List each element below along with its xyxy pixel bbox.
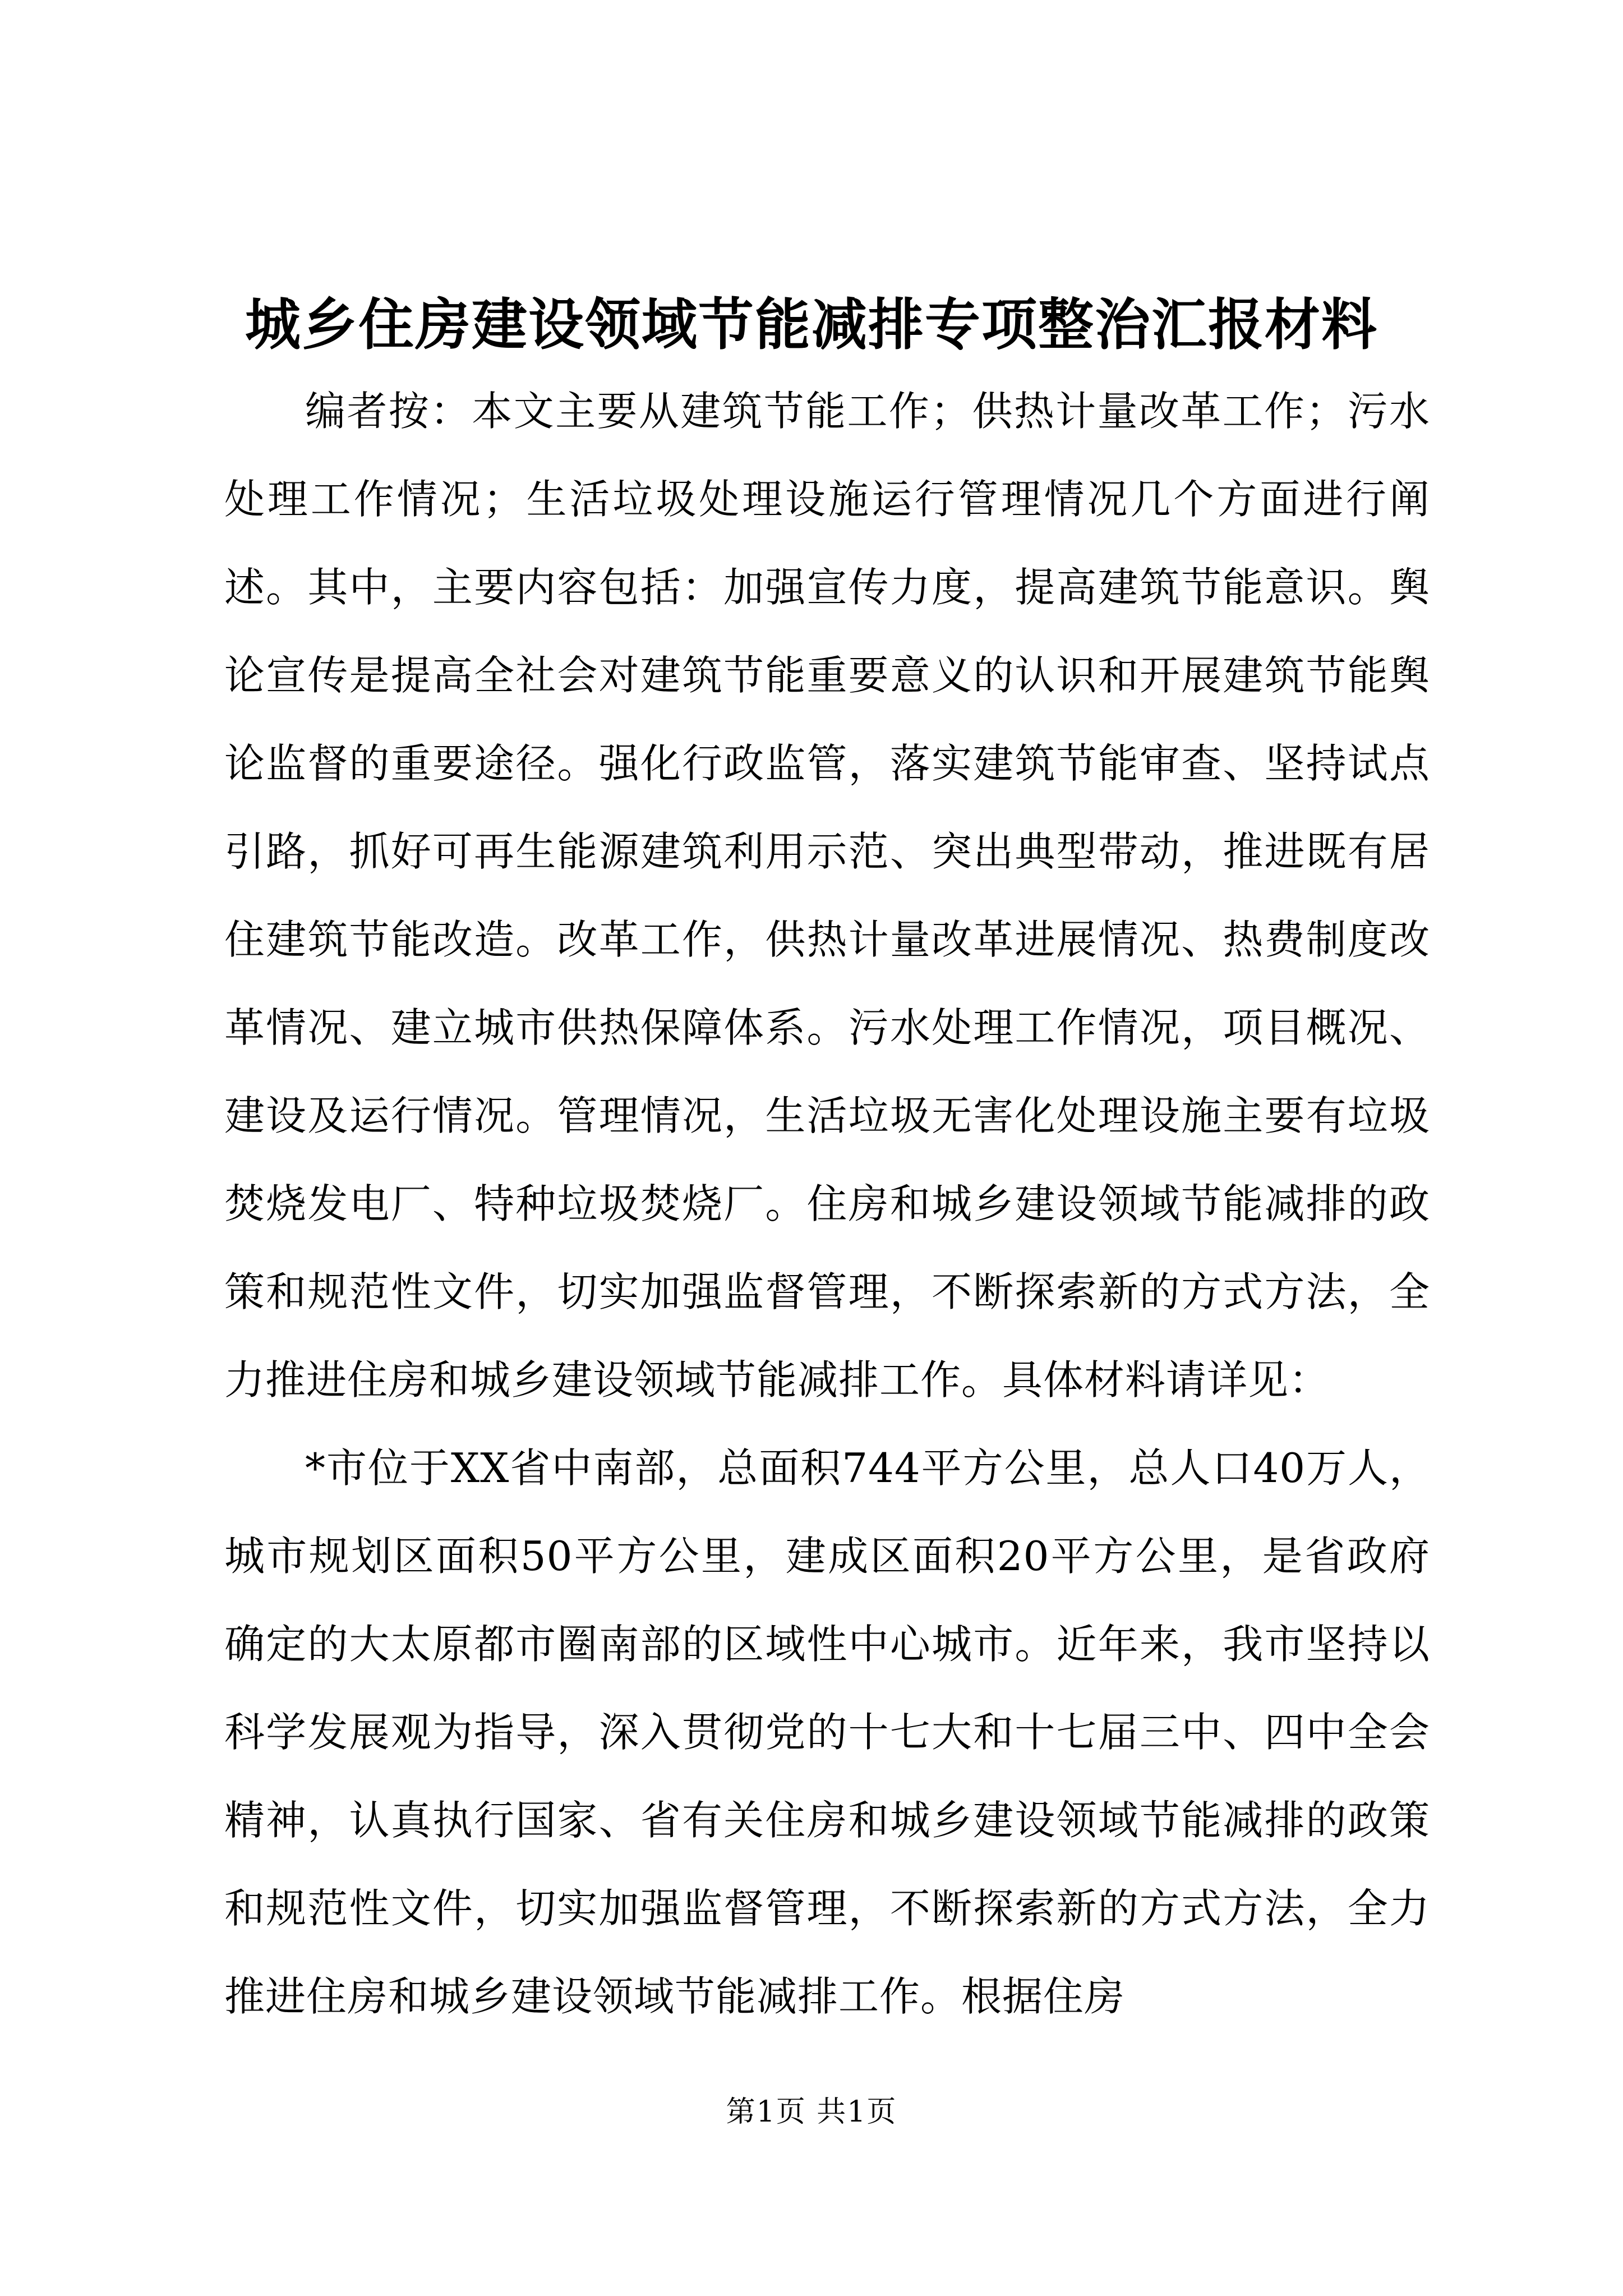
city-overview-paragraph: *市位于XX省中南部，总面积744平方公里，总人口40万人，城市规划区面积50平方公里，建成区面积20平方公里，是省政府确定的大太原都市圈南部的区域性中心城市。近年来，我市坚持以科学发展观为指导，深入贯彻党的十七大和十七届三中、四中全会精神，认真执行国家、省有关住房和城乡建设领域节能减排的政策和规范性文件，切实加强监督管理，不断探索新的方式方法，全力推进住房和城乡建设领域节能减排工作。根据住房 [224,1444,1430,2020]
page-number-footer: 第1页 共1页 [726,2095,897,2129]
document-body [224,367,1430,2041]
document-title: 城乡住房建设领域节能减排专项整治汇报材料 [245,293,1378,357]
editor-note-paragraph: 编者按：本文主要从建筑节能工作；供热计量改革工作；污水处理工作情况；生活垃圾处理设施运行管理情况几个方面进行阐述。其中，主要内容包括：加强宣传力度，提高建筑节能意识。舆论宣传是提高全社会对建筑节能重要意义的认识和开展建筑节能舆论监督的重要途径。强化行政监管，落实建筑节能审查、坚持试点引路，抓好可再生能源建筑利用示范、突出典型带动，推进既有居住建筑节能改造。改革工作，供热计量改革进展情况、热费制度改革情况、建立城市供热保障体系。污水处理工作情况，项目概况、建设及运行情况。管理情况，生活垃圾无害化处理设施主要有垃圾焚烧发电厂、特种垃圾焚烧厂。住房和城乡建设领域节能减排的政策和规范性文件，切实加强监督管理，不断探索新的方式方法，全力推进住房和城乡建设领域节能减排工作。具体材料请详见： [224,388,1430,1404]
